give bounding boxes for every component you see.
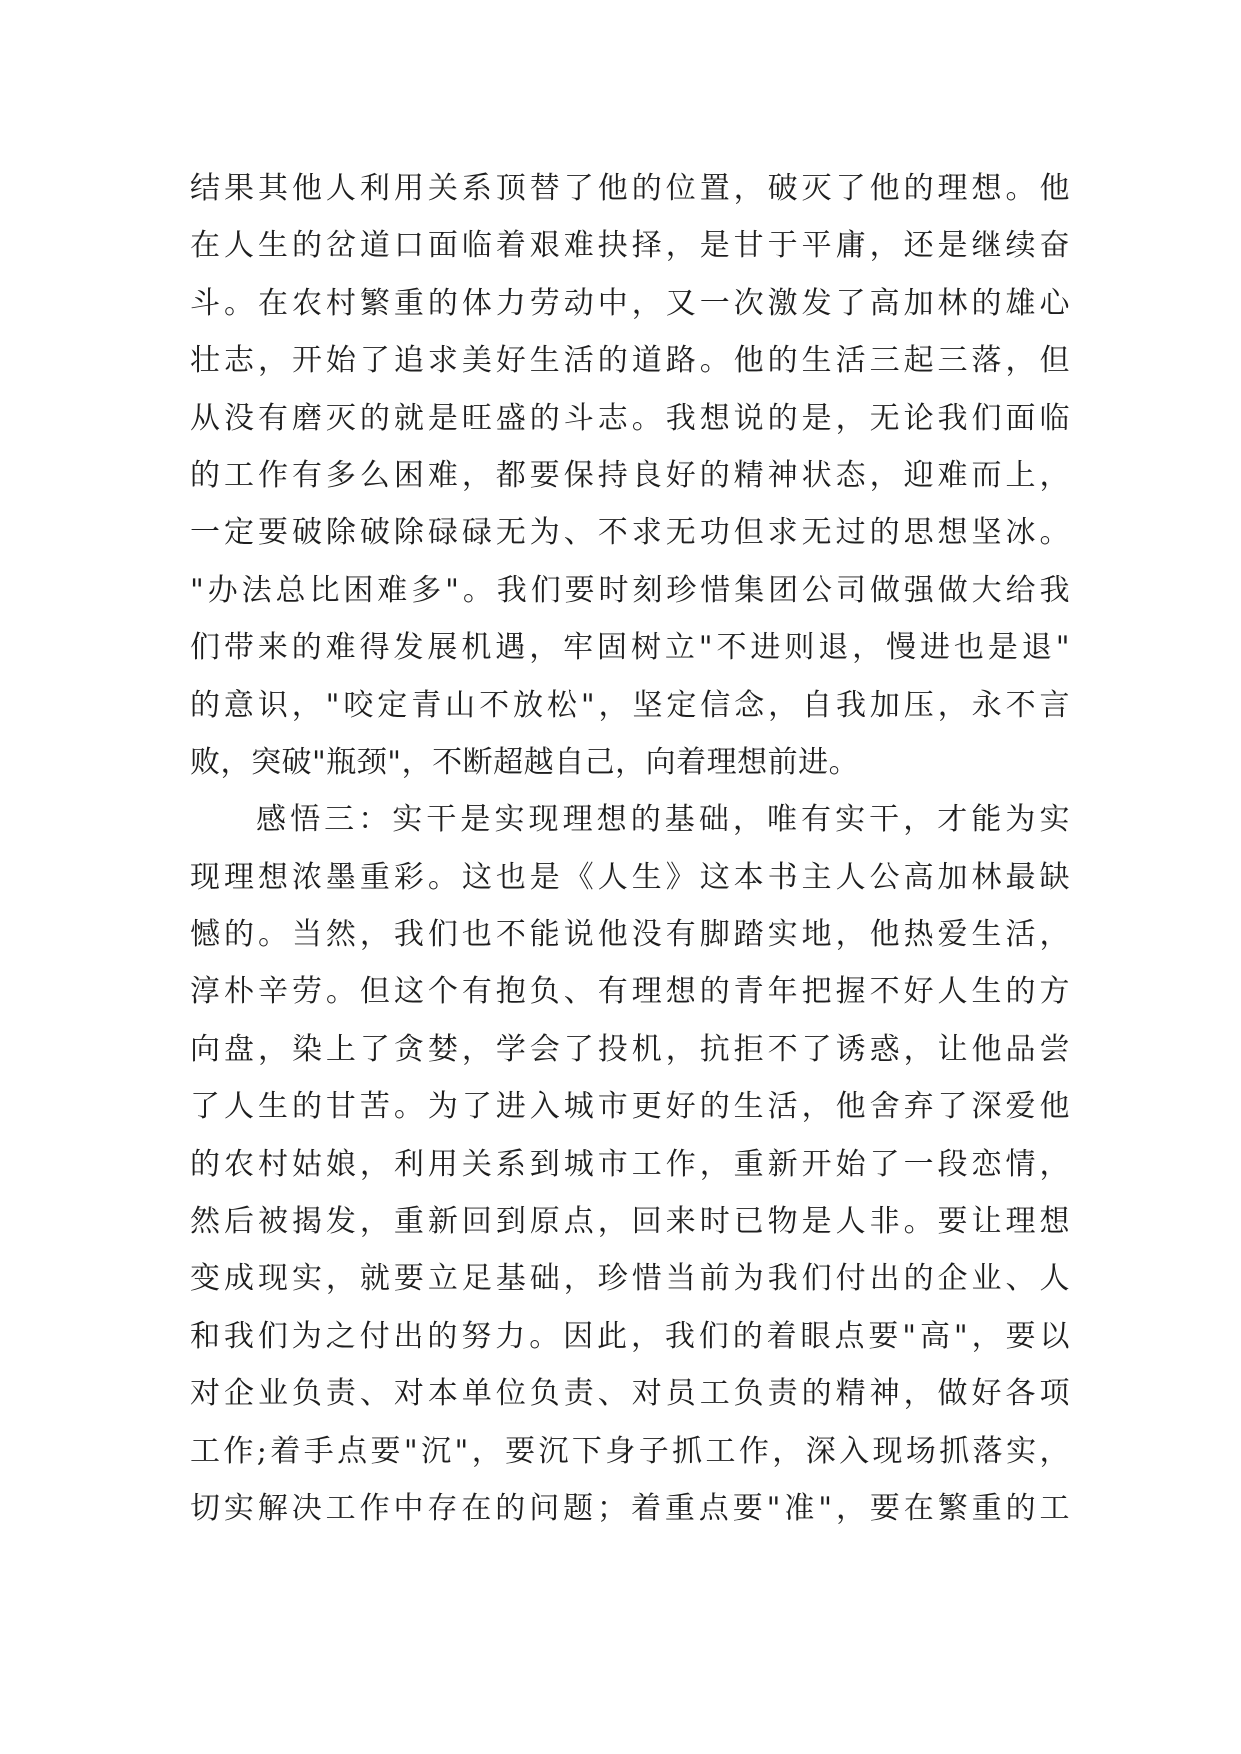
text-line: 现理想浓墨重彩。这也是《人生》这本书主人公高加林最缺 xyxy=(190,859,1070,895)
text-line: 斗。在农村繁重的体力劳动中，又一次激发了高加林的雄心 xyxy=(190,285,1070,321)
text-line: 的工作有多么困难，都要保持良好的精神状态，迎难而上， xyxy=(190,457,1070,493)
text-line: 淳朴辛劳。但这个有抱负、有理想的青年把握不好人生的方 xyxy=(190,974,1070,1010)
text-line: 壮志，开始了追求美好生活的道路。他的生活三起三落，但 xyxy=(190,343,1070,379)
text-line: 工作;着手点要"沉"，要沉下身子抓工作，深入现场抓落实， xyxy=(190,1433,1070,1469)
text-line: 结果其他人利用关系顶替了他的位置，破灭了他的理想。他 xyxy=(190,171,1070,206)
text-line: 切实解决工作中存在的问题；着重点要"准"，要在繁重的工 xyxy=(190,1490,1070,1526)
text-line: 然后被揭发，重新回到原点，回来时已物是人非。要让理想 xyxy=(190,1204,1070,1240)
text-line: 向盘，染上了贪婪，学会了投机，抗拒不了诱惑，让他品尝 xyxy=(190,1031,1070,1067)
text-line: 的农村姑娘，利用关系到城市工作，重新开始了一段恋情， xyxy=(190,1146,1070,1182)
text-line: 了人生的甘苦。为了进入城市更好的生活，他舍弃了深爱他 xyxy=(190,1089,1070,1125)
text-line: 们带来的难得发展机遇，牢固树立"不进则退，慢进也是退" xyxy=(190,630,1070,666)
text-line: 变成现实，就要立足基础，珍惜当前为我们付出的企业、人 xyxy=(190,1261,1070,1297)
text-line: 憾的。当然，我们也不能说他没有脚踏实地，他热爱生活， xyxy=(190,917,1070,953)
text-line: 从没有磨灭的就是旺盛的斗志。我想说的是，无论我们面临 xyxy=(190,400,1070,436)
body-text xyxy=(190,160,1070,1537)
text-line: 一定要破除破除碌碌无为、不求无功但求无过的思想坚冰。 xyxy=(190,515,1070,551)
text-line: 的意识，"咬定青山不放松"，坚定信念，自我加压，永不言 xyxy=(190,687,1070,723)
paragraph-start-line: 感悟三：实干是实现理想的基础，唯有实干，才能为实 xyxy=(256,802,1070,838)
text-line: 和我们为之付出的努力。因此，我们的着眼点要"高"，要以 xyxy=(190,1318,1070,1354)
text-line: 对企业负责、对本单位负责、对员工负责的精神，做好各项 xyxy=(190,1376,1070,1412)
paragraph-end-line: 败，突破"瓶颈"，不断超越自己，向着理想前进。 xyxy=(190,744,860,780)
text-line: "办法总比困难多"。我们要时刻珍惜集团公司做强做大给我 xyxy=(190,572,1070,608)
text-line: 在人生的岔道口面临着艰难抉择，是甘于平庸，还是继续奋 xyxy=(190,228,1070,264)
